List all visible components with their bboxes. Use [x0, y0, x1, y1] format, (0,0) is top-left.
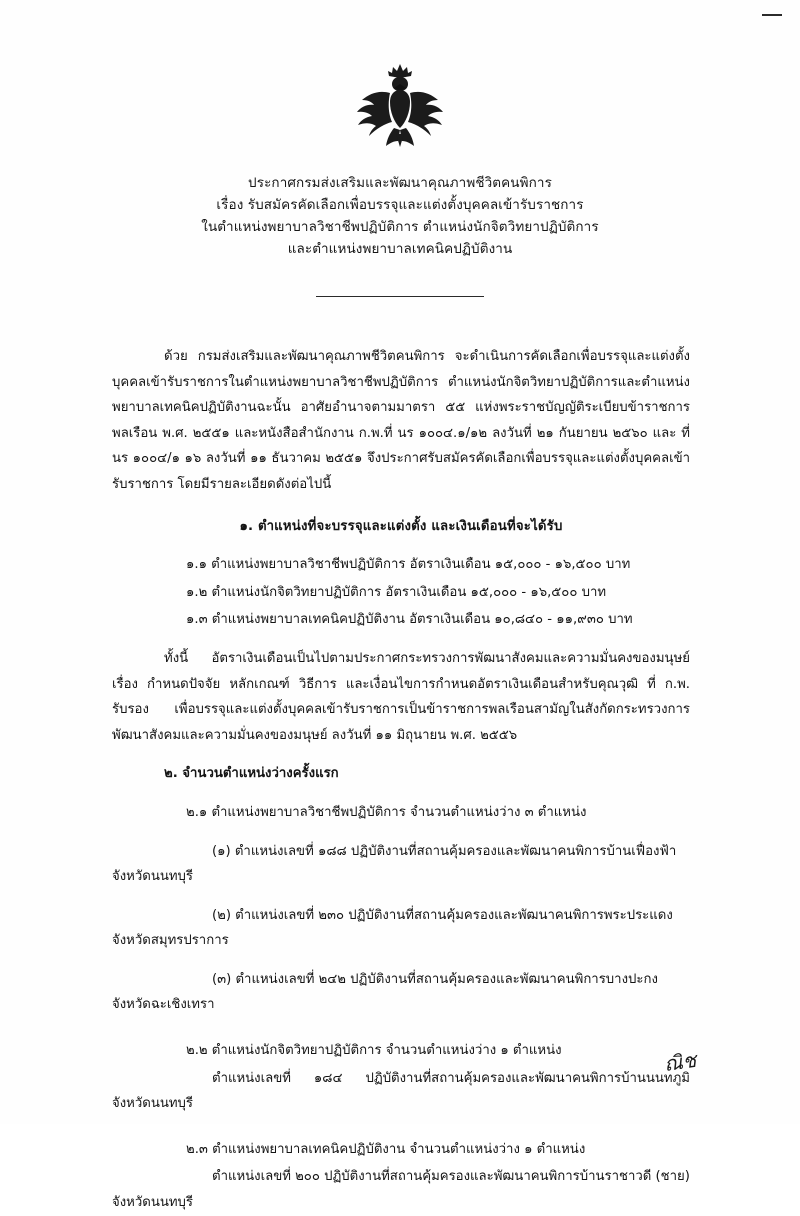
- section-2-item-21: ๒.๑ ตำแหน่งพยาบาลวิชาชีพปฏิบัติการ จำนวนตำแหน่งว่าง ๓ ตำแหน่ง: [186, 804, 587, 820]
- section-2-item-23-detail-line-2: จังหวัดนนทบุรี: [112, 1195, 194, 1211]
- title-divider: [316, 296, 484, 297]
- title-line-4: และตำแหน่งพยาบาลเทคนิคปฏิบัติงาน: [287, 241, 513, 257]
- section-1-item-1: ๑.๑ ตำแหน่งพยาบาลวิชาชีพปฏิบัติการ อัตราเงินเดือน ๑๕,๐๐๐ - ๑๖,๕๐๐ บาท: [186, 557, 631, 573]
- section-2-item-23-detail-line-1: ตำแหน่งเลขที่ ๒๐๐ ปฏิบัติงานที่สถานคุ้มครองและพัฒนาคนพิการบ้านราชาวดี (ชาย): [212, 1169, 690, 1185]
- garuda-emblem: [354, 62, 446, 148]
- section-2-item-21-sub-2-line-2: จังหวัดสมุทรปราการ: [112, 933, 229, 949]
- section-2-item-22-detail: ตำแหน่งเลขที่ ๑๘๔ ปฏิบัติงานที่สถานคุ้มครองและพัฒนาคนพิการบ้านนนทภูมิ จังหวัดนนทบุรี: [112, 1070, 690, 1112]
- section-2-heading: ๒. จำนวนตำแหน่งว่างครั้งแรก: [164, 766, 339, 782]
- section-2-item-21-sub-3-line-1: (๓) ตำแหน่งเลขที่ ๒๔๒ ปฏิบัติงานที่สถานคุ้มครองและพัฒนาคนพิการบางปะกง: [212, 971, 658, 987]
- section-2-item-21-sub-1-line-1: (๑) ตำแหน่งเลขที่ ๑๘๘ ปฏิบัติงานที่สถานคุ้มครองและพัฒนาคนพิการบ้านเฟื่องฟ้า: [212, 843, 677, 859]
- title-line-3: ในตำแหน่งพยาบาลวิชาชีพปฏิบัติการ ตำแหน่งนักจิตวิทยาปฏิบัติการ: [201, 219, 599, 235]
- title-line-1: ประกาศกรมส่งเสริมและพัฒนาคุณภาพชีวิตคนพิการ: [248, 175, 552, 191]
- document-body: [112, 344, 690, 1216]
- intro-paragraph: ด้วย กรมส่งเสริมและพัฒนาคุณภาพชีวิตคนพิการ จะดำเนินการคัดเลือกเพื่อบรรจุและแต่งตั้งบุคคลเข้ารับราชการในตำแหน่งพยาบาลวิชาชีพปฏิบัติการ ตำแหน่งนักจิตวิทยาปฏิบัติการและตำแหน่งพยาบาลเทคนิคปฏิบัติงานฉะนั้น อาศัยอำนาจตามมาตรา ๕๕ แห่งพระราชบัญญัติระเบียบข้าราชการพลเรือน พ.ศ. ๒๕๕๑ และหนังสือสำนักงาน ก.พ.ที่ นร ๑๐๐๔.๑/๑๒ ลงวันที่ ๒๑ กันยายน ๒๕๖๐ และ ที่ นร ๑๐๐๔/๑ ๑๖ ลงวันที่ ๑๑ ธันวาคม ๒๕๕๑ จึงประกาศรับสมัครคัดเลือกเพื่อบรรจุและแต่งตั้งบุคคลเข้ารับราชการ โดยมีรายละเอียดดังต่อไปนี้: [112, 349, 690, 492]
- section-2-item-22: ๒.๒ ตำแหน่งนักจิตวิทยาปฏิบัติการ จำนวนตำแหน่งว่าง ๑ ตำแหน่ง: [186, 1043, 562, 1059]
- section-1-heading: ๑. ตำแหน่งที่จะบรรจุและแต่งตั้ง และเงินเดือนที่จะได้รับ: [239, 518, 563, 534]
- section-2-item-21-sub-1-line-2: จังหวัดนนทบุรี: [112, 869, 194, 885]
- signature-mark: ณิช: [662, 1047, 698, 1077]
- title-line-2: เรื่อง รับสมัครคัดเลือกเพื่อบรรจุและแต่งตั้งบุคคลเข้ารับราชการ: [216, 197, 584, 213]
- section-2-item-23: ๒.๓ ตำแหน่งพยาบาลเทคนิคปฏิบัติงาน จำนวนตำแหน่งว่าง ๑ ตำแหน่ง: [186, 1141, 586, 1157]
- section-2-item-21-sub-3-line-2: จังหวัดฉะเชิงเทรา: [112, 997, 215, 1013]
- section-1-item-2: ๑.๒ ตำแหน่งนักจิตวิทยาปฏิบัติการ อัตราเงินเดือน ๑๕,๐๐๐ - ๑๖,๕๐๐ บาท: [186, 584, 607, 600]
- document-title: [0, 172, 800, 260]
- section-1-item-3: ๑.๓ ตำแหน่งพยาบาลเทคนิคปฏิบัติงาน อัตราเงินเดือน ๑๐,๘๔๐ - ๑๑,๙๓๐ บาท: [186, 612, 633, 628]
- section-1-note: ทั้งนี้ อัตราเงินเดือนเป็นไปตามประกาศกระทรวงการพัฒนาสังคมและความมั่นคงของมนุษย์ เรื่อง กำหนดปัจจัย หลักเกณฑ์ วิธีการ และเงื่อนไขการกำหนดอัตราเงินเดือนสำหรับคุณวุฒิ ที่ ก.พ. รับรอง เพื่อบรรจุและแต่งตั้งบุคคลเข้ารับราชการเป็นข้าราชการพลเรือนสามัญในสังกัดกระทรวงการพัฒนาสังคมและความมั่นคงของมนุษย์ ลงวันที่ ๑๑ มิถุนายน พ.ศ. ๒๕๕๖: [112, 650, 690, 743]
- section-2-item-21-sub-2-line-1: (๒) ตำแหน่งเลขที่ ๒๓๐ ปฏิบัติงานที่สถานคุ้มครองและพัฒนาคนพิการพระประแดง: [212, 907, 673, 923]
